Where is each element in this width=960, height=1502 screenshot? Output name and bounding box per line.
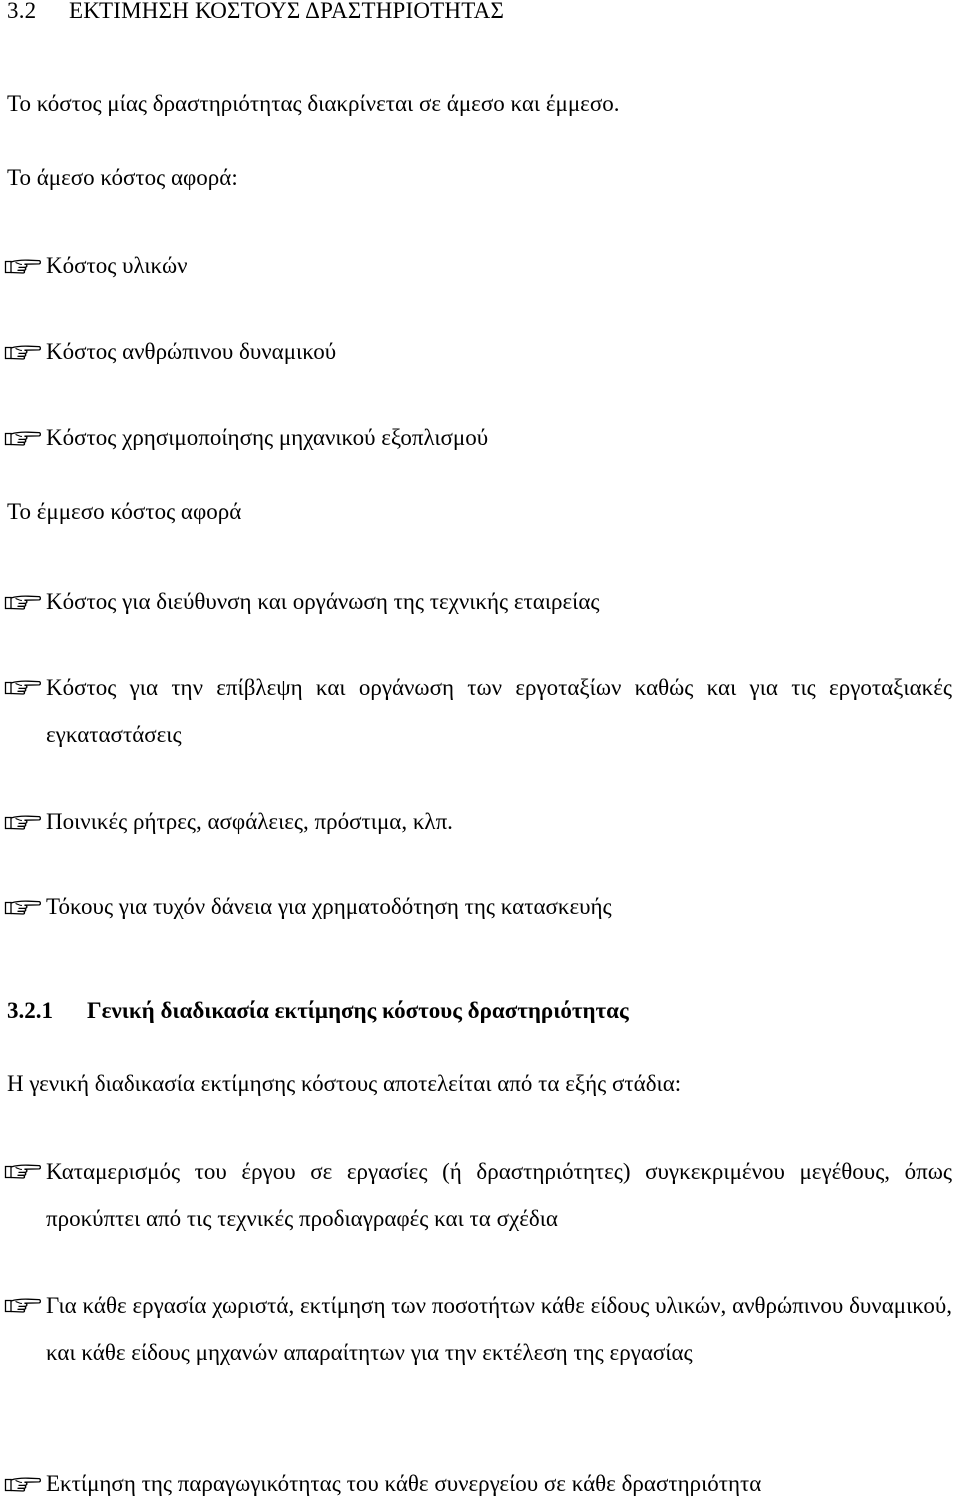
pointing-hand-icon xyxy=(4,340,42,364)
list-item-text: Για κάθε εργασία χωριστά, εκτίμηση των ποσοτήτων κάθε είδους υλικών, ανθρώπινου δυναμικού, και κάθε είδους μηχανών απαραίτητων για την εκτέλεση της εργασίας xyxy=(46,1293,952,1365)
indirect-cost-heading: Το έμμεσο κόστος αφορά xyxy=(7,499,242,524)
list-item xyxy=(4,338,952,366)
list-item-text: Καταμερισμός του έργου σε εργασίες (ή δραστηριότητες) συγκεκριμένου μεγέθους, όπως προκύπτει από τις τεχνικές προδιαγραφές και τα σχέδια xyxy=(46,1159,952,1231)
list-item-text: Ποινικές ρήτρες, ασφάλειες, πρόστιμα, κλπ. xyxy=(46,809,453,834)
pointing-hand-icon xyxy=(4,1159,42,1183)
list-item-text: Τόκους για τυχόν δάνεια για χρηματοδότηση της κατασκευής xyxy=(46,894,612,919)
pointing-hand-icon xyxy=(4,1293,42,1317)
section-title: ΕΚΤΙΜΗΣΗ ΚΟΣΤΟΥΣ ΔΡΑΣΤΗΡΙΟΤΗΤΑΣ xyxy=(69,0,505,23)
list-item xyxy=(4,1470,952,1498)
pointing-hand-icon xyxy=(4,1472,42,1496)
pointing-hand-icon xyxy=(4,895,42,919)
list-item xyxy=(4,1157,952,1242)
section-heading xyxy=(7,0,504,25)
pointing-hand-icon xyxy=(4,254,42,278)
list-item xyxy=(4,424,952,452)
list-item-text: Κόστος ανθρώπινου δυναμικού xyxy=(46,339,337,364)
list-item-text: Κόστος υλικών xyxy=(46,253,188,278)
pointing-hand-icon xyxy=(4,810,42,834)
list-item xyxy=(4,808,952,836)
section-number: 3.2 xyxy=(7,0,37,23)
subsection-heading xyxy=(7,997,629,1025)
direct-cost-heading: Το άμεσο κόστος αφορά: xyxy=(7,165,238,190)
list-item xyxy=(4,588,952,616)
list-item-text: Κόστος για την επίβλεψη και οργάνωση των εργοταξίων καθώς και για τις εργοταξιακές εγκαταστάσεις xyxy=(46,675,952,747)
procedure-intro: Η γενική διαδικασία εκτίμησης κόστους αποτελείται από τα εξής στάδια: xyxy=(7,1071,682,1096)
subsection-title: Γενική διαδικασία εκτίμησης κόστους δραστηριότητας xyxy=(87,998,629,1023)
list-item xyxy=(4,673,952,758)
list-item xyxy=(4,252,952,280)
pointing-hand-icon xyxy=(4,675,42,699)
list-item-text: Εκτίμηση της παραγωγικότητας του κάθε συνεργείου σε κάθε δραστηριότητα xyxy=(46,1471,762,1496)
intro-paragraph: Το κόστος μίας δραστηριότητας διακρίνεται σε άμεσο και έμμεσο. xyxy=(7,91,620,116)
list-item xyxy=(4,1291,952,1376)
pointing-hand-icon xyxy=(4,426,42,450)
pointing-hand-icon xyxy=(4,590,42,614)
list-item-text: Κόστος χρησιμοποίησης μηχανικού εξοπλισμού xyxy=(46,425,489,450)
subsection-number: 3.2.1 xyxy=(7,998,53,1023)
list-item xyxy=(4,893,952,921)
list-item-text: Κόστος για διεύθυνση και οργάνωση της τεχνικής εταιρείας xyxy=(46,589,600,614)
